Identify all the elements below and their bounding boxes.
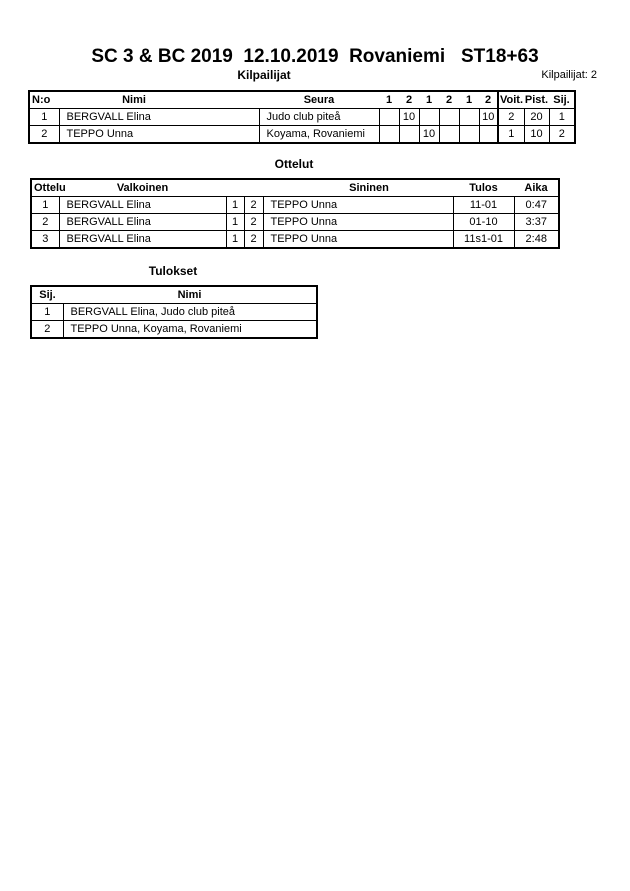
match-time: 3:37 bbox=[514, 214, 559, 231]
blue-name: TEPPO Unna bbox=[263, 231, 453, 249]
white-number: 1 bbox=[226, 231, 244, 249]
col-header-blank bbox=[244, 179, 263, 197]
col-header-time: Aika bbox=[514, 179, 559, 197]
match-result: 01-10 bbox=[453, 214, 514, 231]
col-header-club: Seura bbox=[259, 91, 379, 109]
blue-number: 2 bbox=[244, 214, 263, 231]
competitors-table bbox=[28, 90, 576, 144]
col-header-round: 2 bbox=[479, 91, 498, 109]
competitor-name: BERGVALL Elina bbox=[59, 109, 259, 126]
competitors-header-row bbox=[29, 91, 575, 109]
col-header-name: Nimi bbox=[59, 91, 259, 109]
col-header-match: Ottelu bbox=[31, 179, 59, 197]
col-header-round: 1 bbox=[419, 91, 439, 109]
score-cell bbox=[419, 109, 439, 126]
white-name: BERGVALL Elina bbox=[59, 197, 226, 214]
match-time: 0:47 bbox=[514, 197, 559, 214]
competitor-number: 2 bbox=[29, 126, 59, 144]
competitor-club: Koyama, Rovaniemi bbox=[259, 126, 379, 144]
match-row bbox=[31, 197, 559, 214]
score-cell bbox=[439, 109, 459, 126]
match-number: 2 bbox=[31, 214, 59, 231]
score-cell bbox=[379, 126, 399, 144]
col-header-name: Nimi bbox=[63, 286, 317, 304]
matches-heading: Ottelut bbox=[274, 157, 314, 171]
score-cell: 10 bbox=[479, 109, 498, 126]
result-row bbox=[31, 304, 317, 321]
blue-number: 2 bbox=[244, 231, 263, 249]
result-name: TEPPO Unna, Koyama, Rovaniemi bbox=[63, 321, 317, 339]
competitors-subtitle: Kilpailijat bbox=[237, 68, 291, 82]
score-cell bbox=[459, 126, 479, 144]
page-title: SC 3 & BC 2019 12.10.2019 Rovaniemi ST18+63 bbox=[91, 46, 539, 67]
match-result: 11s1-01 bbox=[453, 231, 514, 249]
col-header-points: Pist. bbox=[524, 91, 549, 109]
points-cell: 10 bbox=[524, 126, 549, 144]
result-name: BERGVALL Elina, Judo club piteå bbox=[63, 304, 317, 321]
blue-name: TEPPO Unna bbox=[263, 214, 453, 231]
results-table bbox=[30, 285, 318, 339]
col-header-wins: Voit. bbox=[498, 91, 524, 109]
white-name: BERGVALL Elina bbox=[59, 214, 226, 231]
col-header-round: 2 bbox=[399, 91, 419, 109]
competitor-number: 1 bbox=[29, 109, 59, 126]
col-header-rank: Sij. bbox=[549, 91, 575, 109]
competitor-club: Judo club piteå bbox=[259, 109, 379, 126]
score-cell bbox=[379, 109, 399, 126]
col-header-round: 1 bbox=[459, 91, 479, 109]
points-cell: 20 bbox=[524, 109, 549, 126]
results-header-row bbox=[31, 286, 317, 304]
score-cell bbox=[439, 126, 459, 144]
result-rank: 2 bbox=[31, 321, 63, 339]
wins-cell: 1 bbox=[498, 126, 524, 144]
results-heading: Tulokset bbox=[148, 264, 198, 278]
match-row bbox=[31, 214, 559, 231]
result-rank: 1 bbox=[31, 304, 63, 321]
competitor-name: TEPPO Unna bbox=[59, 126, 259, 144]
matches-header-row bbox=[31, 179, 559, 197]
match-number: 1 bbox=[31, 197, 59, 214]
score-cell bbox=[459, 109, 479, 126]
score-cell: 10 bbox=[399, 109, 419, 126]
match-number: 3 bbox=[31, 231, 59, 249]
competitor-row bbox=[29, 126, 575, 144]
col-header-blank bbox=[226, 179, 244, 197]
col-header-rank: Sij. bbox=[31, 286, 63, 304]
matches-table bbox=[30, 178, 560, 249]
col-header-blue: Sininen bbox=[263, 179, 453, 197]
rank-cell: 1 bbox=[549, 109, 575, 126]
score-cell bbox=[399, 126, 419, 144]
col-header-result: Tulos bbox=[453, 179, 514, 197]
competitors-count-label: Kilpailijat: 2 bbox=[541, 69, 597, 81]
match-row bbox=[31, 231, 559, 249]
rank-cell: 2 bbox=[549, 126, 575, 144]
match-time: 2:48 bbox=[514, 231, 559, 249]
white-number: 1 bbox=[226, 214, 244, 231]
score-cell: 10 bbox=[419, 126, 439, 144]
blue-number: 2 bbox=[244, 197, 263, 214]
white-number: 1 bbox=[226, 197, 244, 214]
white-name: BERGVALL Elina bbox=[59, 231, 226, 249]
col-header-white: Valkoinen bbox=[59, 179, 226, 197]
competitor-row bbox=[29, 109, 575, 126]
col-header-round: 2 bbox=[439, 91, 459, 109]
result-row bbox=[31, 321, 317, 339]
score-cell bbox=[479, 126, 498, 144]
wins-cell: 2 bbox=[498, 109, 524, 126]
blue-name: TEPPO Unna bbox=[263, 197, 453, 214]
col-header-no: N:o bbox=[29, 91, 59, 109]
match-result: 11-01 bbox=[453, 197, 514, 214]
col-header-round: 1 bbox=[379, 91, 399, 109]
